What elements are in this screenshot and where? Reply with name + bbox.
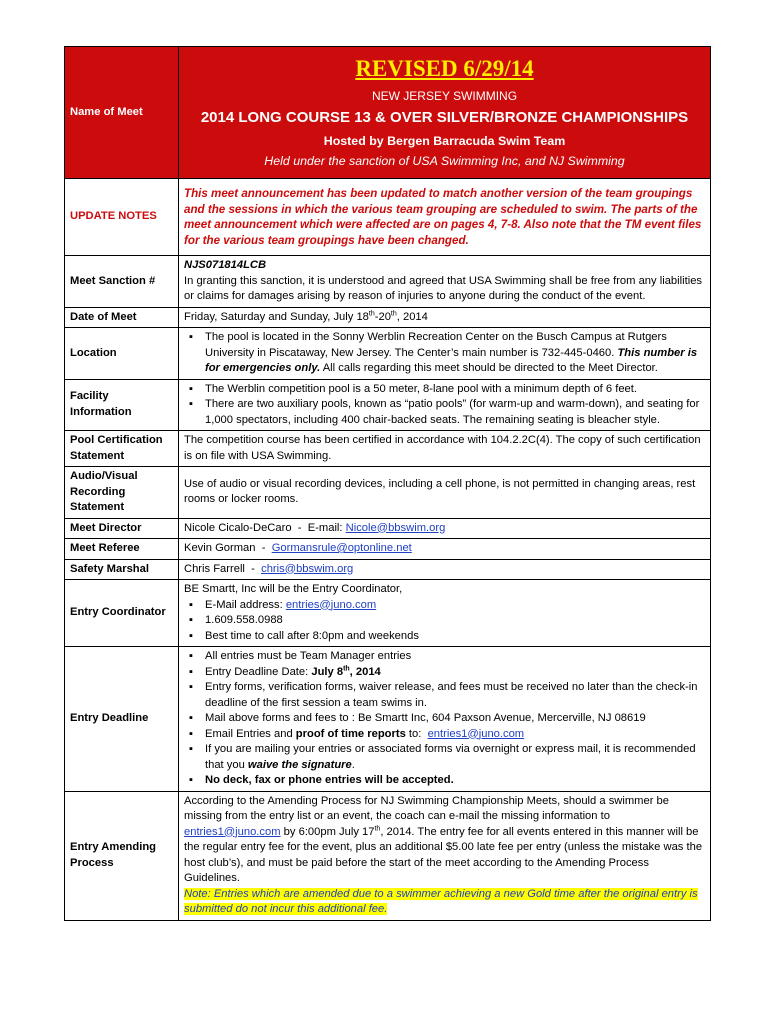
org-name: NEW JERSEY SWIMMING: [371, 89, 518, 103]
row-date: [65, 307, 711, 328]
label-facility: Facility Information: [65, 379, 179, 431]
amending-note: Note: Entries which are amended due to a swimmer achieving a new Gold time after the original entry is submitted do not incur this additional fee.: [184, 887, 698, 915]
coordinator-email-link[interactable]: entries@juno.com: [285, 598, 377, 611]
referee-email-link[interactable]: Gormansrule@optonline.net: [271, 542, 412, 554]
revised-stamp: REVISED 6/29/14: [355, 56, 534, 81]
deadline-item: ▪ If you are mailing your entries or associated forms via overnight or express mail, it is recommended that you waive the signature.: [205, 742, 705, 773]
row-meet-referee: [65, 539, 711, 560]
label-meet-sanction: Meet Sanction #: [65, 256, 179, 308]
label-audio-visual: Audio/Visual Recording Statement: [65, 467, 179, 519]
sanction-number: NJS071814LCB: [184, 259, 267, 271]
row-audio-visual: [65, 467, 711, 519]
row-entry-coordinator: [65, 580, 711, 647]
label-date: Date of Meet: [65, 307, 179, 328]
location-cell: [179, 328, 711, 380]
location-item: ▪ The pool is located in the Sonny Werblin Recreation Center on the Busch Campus at Rutgers University in Piscataway, New Jersey. The Center’s main number is 732-445-0460. This number is for emergencies only. All calls regarding this meet should be directed to the Meet Director.: [205, 330, 705, 377]
director-value: Nicole Cicalo-DeCaro - E-mail: Nicole@bbswim.org: [179, 518, 711, 539]
facility-item: ▪ There are two auxiliary pools, known as “patio pools” (for warm-up and warm-down), and seating for 1,000 spectators, including 400 chair-backed seats. The remaining seating is bleacher style.: [205, 397, 705, 428]
deadline-item: ▪ Entry Deadline Date: July 8th, 2014: [205, 665, 705, 681]
meet-header: [179, 47, 711, 179]
deadline-cell: [179, 647, 711, 792]
sanction-text: In granting this sanction, it is understood and agreed that USA Swimming shall be free from any liabilities or claims for damages arising by reason of injuries to anyone during the conduct of the event.: [184, 274, 703, 302]
row-location: [65, 328, 711, 380]
row-pool-certification: [65, 431, 711, 467]
label-update-notes: UPDATE NOTES: [65, 179, 179, 256]
deadline-item: ▪ Entry forms, verification forms, waiver release, and fees must be received no later than the check-in deadline of the first session a team swims in.: [205, 680, 705, 711]
meet-title: 2014 LONG COURSE 13 & OVER SILVER/BRONZE CHAMPIONSHIPS: [200, 109, 689, 126]
coordinator-cell: [179, 580, 711, 647]
facility-item: ▪ The Werblin competition pool is a 50 meter, 8-lane pool with a minimum depth of 6 feet.: [205, 382, 705, 398]
label-location: Location: [65, 328, 179, 380]
row-update-notes: [65, 179, 711, 256]
referee-value: Kevin Gorman - Gormansrule@optonline.net: [179, 539, 711, 560]
deadline-item: ▪ No deck, fax or phone entries will be accepted.: [205, 773, 705, 789]
label-entry-coordinator: Entry Coordinator: [65, 580, 179, 647]
deadline-item: ▪ Mail above forms and fees to : Be Smartt Inc, 604 Paxson Avenue, Mercerville, NJ 08619: [205, 711, 705, 727]
deadline-item: ▪ Email Entries and proof of time reports to: entries1@juno.com: [205, 727, 705, 743]
coordinator-phone: ▪ 1.609.558.0988: [205, 613, 705, 629]
label-meet-director: Meet Director: [65, 518, 179, 539]
coordinator-call-time: ▪ Best time to call after 8:0pm and weekends: [205, 629, 705, 645]
amending-text: According to the Amending Process for NJ Swimming Championship Meets, should a swimmer be missing from the entry list or an event, the coach can e-mail the missing information to entries1@juno.com by 6:00pm July 17th, 2014. The entry fee for all events entered in this manner will be the regular entry fee for the event, plus an additional $5.00 late fee per entry (unless the mistake was the host club’s), and must be paid before the start of the meet according to the Amending Process Guidelines.: [184, 794, 703, 884]
update-notes-text: This meet announcement has been updated to match another version of the team groupings and the sessions in which the various team grouping are scheduled to swim. The parts of the meet announcement which were affected are on pages 4, 7-8. Also note that the TM event files for the various team groupings have been changed.: [179, 179, 711, 256]
facility-cell: [179, 379, 711, 431]
row-safety-marshal: [65, 559, 711, 580]
coordinator-intro: BE Smartt, Inc will be the Entry Coordinator,: [184, 583, 403, 595]
deadline-item: ▪ All entries must be Team Manager entries: [205, 649, 705, 665]
safety-email-link[interactable]: chris@bbswim.org: [261, 562, 354, 575]
row-facility: [65, 379, 711, 431]
label-entry-deadline: Entry Deadline: [65, 647, 179, 792]
coordinator-email-item: ▪ E-Mail address: entries@juno.com: [205, 598, 705, 614]
amending-cell: [179, 791, 711, 920]
pool-certification-text: The competition course has been certified in accordance with 104.2.2C(4). The copy of such certification is on file with USA Swimming.: [179, 431, 711, 467]
meet-announcement-table: [64, 46, 711, 921]
safety-name: Chris Farrell: [184, 562, 245, 575]
director-name: Nicole Cicalo-DeCaro: [184, 521, 292, 534]
label-name-of-meet: Name of Meet: [65, 47, 179, 179]
row-entry-amending: [65, 791, 711, 920]
emergency-note: This number is for emergencies only.: [205, 346, 698, 374]
row-name-of-meet: [65, 47, 711, 179]
entries1-email-link[interactable]: entries1@juno.com: [427, 727, 525, 740]
sanction-cell: [179, 256, 711, 308]
label-entry-amending: Entry Amending Process: [65, 791, 179, 920]
amending-email-link[interactable]: entries1@juno.com: [184, 825, 281, 838]
audio-visual-text: Use of audio or visual recording devices, including a cell phone, is not permitted in changing areas, rest rooms or locker rooms.: [179, 467, 711, 519]
date-value: Friday, Saturday and Sunday, July 18th-20th, 2014: [179, 307, 711, 328]
referee-name: Kevin Gorman: [184, 542, 256, 554]
safety-value: Chris Farrell - chris@bbswim.org: [179, 559, 711, 580]
row-entry-deadline: [65, 647, 711, 792]
row-meet-sanction: [65, 256, 711, 308]
host-line: Hosted by Bergen Barracuda Swim Team: [323, 134, 566, 148]
row-meet-director: [65, 518, 711, 539]
label-meet-referee: Meet Referee: [65, 539, 179, 560]
label-pool-certification: Pool Certification Statement: [65, 431, 179, 467]
label-safety-marshal: Safety Marshal: [65, 559, 179, 580]
sanction-line: Held under the sanction of USA Swimming Inc, and NJ Swimming: [264, 154, 625, 168]
director-email-link[interactable]: Nicole@bbswim.org: [345, 521, 446, 534]
